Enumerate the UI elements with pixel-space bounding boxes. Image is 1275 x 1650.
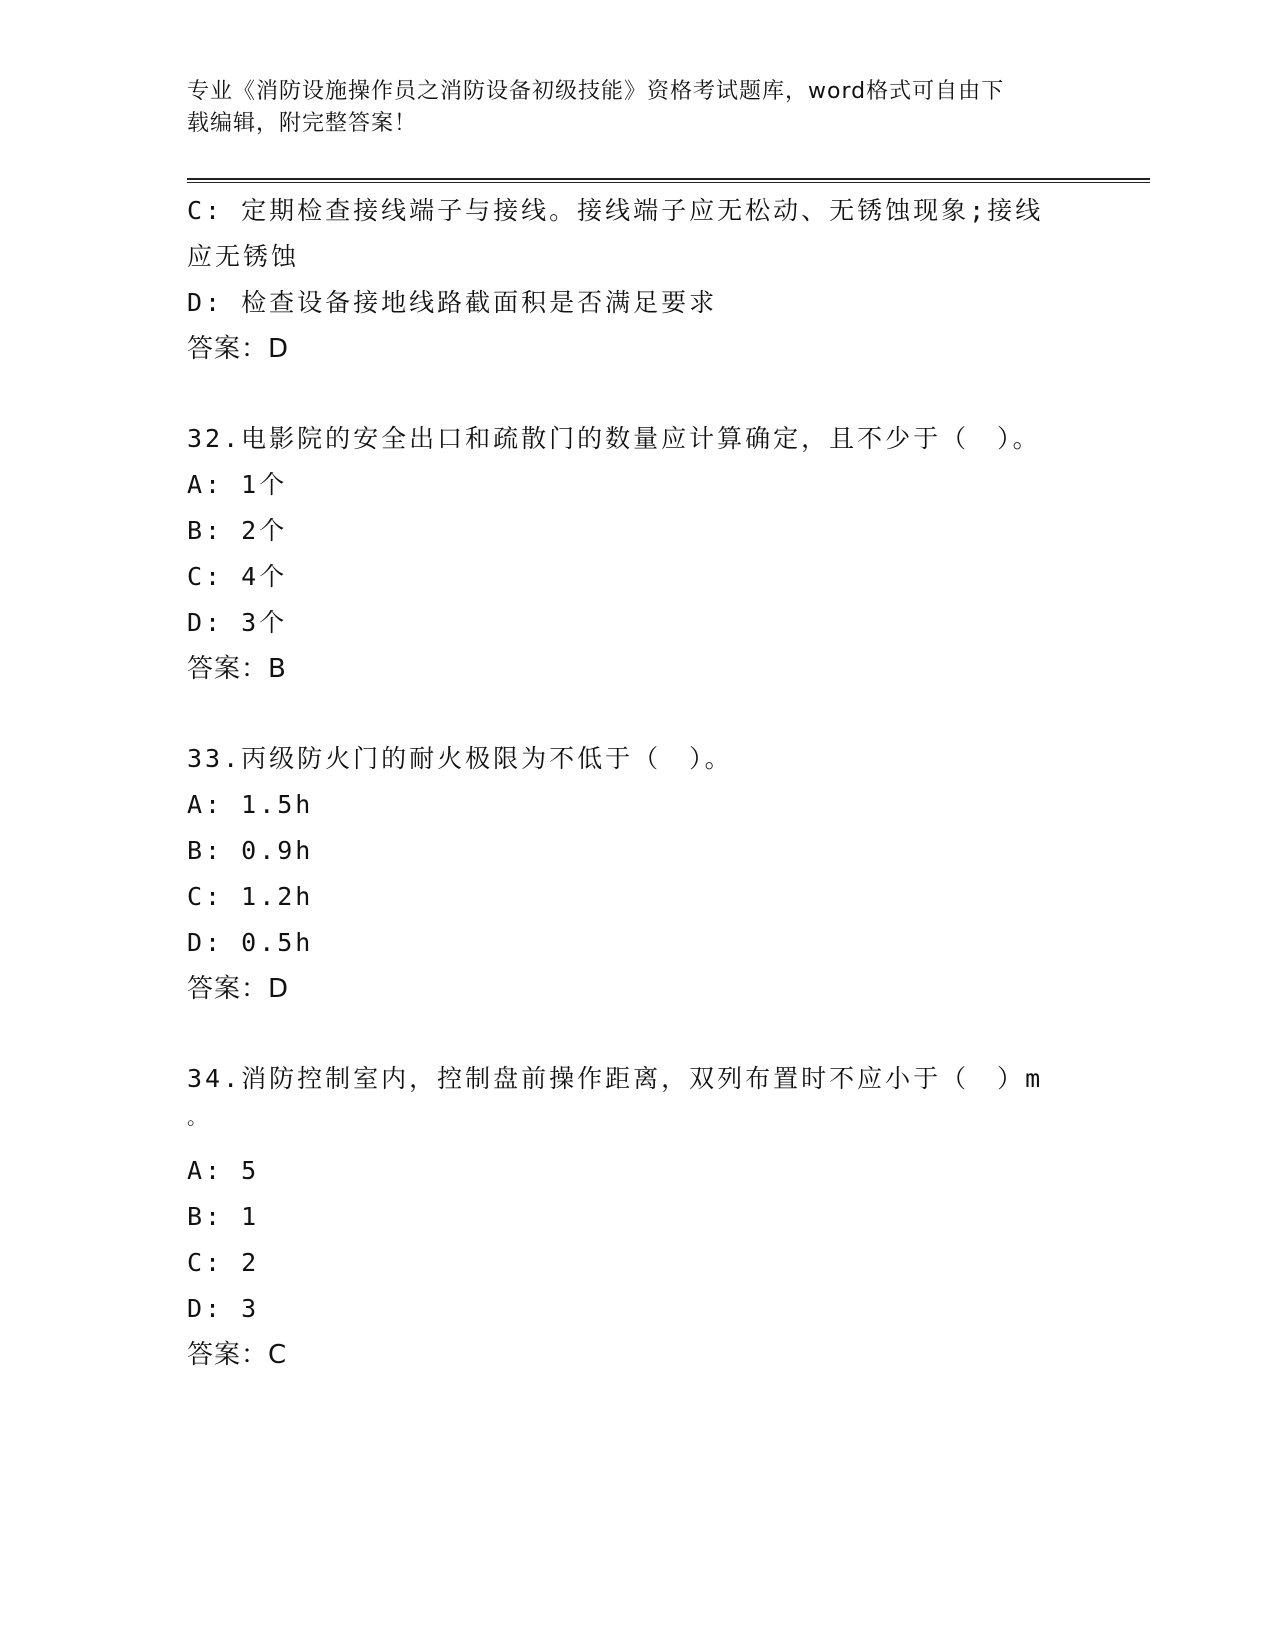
previous-question-tail (187, 188, 1067, 372)
option-d: D: 3个 (187, 608, 288, 637)
document-header (187, 76, 1087, 140)
header-line-2: 载编辑，附完整答案！ (187, 111, 418, 136)
answer: 答案：B (187, 654, 287, 684)
option-d: D: 检查设备接地线路截面积是否满足要求 (187, 288, 718, 317)
option-c: C: 4个 (187, 562, 288, 591)
question-text: 34.消防控制室内，控制盘前操作距离，双列布置时不应小于（ ）m (187, 1064, 1044, 1093)
option-c-line-1: C: 定期检查接线端子与接线。接线端子应无松动、无锈蚀现象;接线 (187, 196, 1044, 225)
option-a: A: 1个 (187, 470, 288, 499)
option-b: B: 2个 (187, 516, 288, 545)
option-c-line-2: 应无锈蚀 (187, 242, 300, 271)
spacer (187, 692, 1067, 736)
question-text-continuation: 。 (187, 1105, 207, 1129)
header-line-1: 专业《消防设施操作员之消防设备初级技能》资格考试题库，word格式可自由下 (187, 79, 1005, 104)
question-text: 33.丙级防火门的耐火极限为不低于（ ）。 (187, 744, 733, 773)
question-32 (187, 416, 1067, 692)
option-b: B: 1 (187, 1202, 260, 1231)
answer: 答案：D (187, 974, 290, 1004)
spacer (187, 1012, 1067, 1056)
option-c: C: 2 (187, 1248, 260, 1277)
option-b: B: 0.9h (187, 836, 314, 865)
question-text: 32.电影院的安全出口和疏散门的数量应计算确定，且不少于（ ）。 (187, 424, 1041, 453)
answer: 答案：C (187, 1340, 288, 1370)
option-c: C: 1.2h (187, 882, 314, 911)
option-a: A: 5 (187, 1156, 260, 1185)
spacer (187, 372, 1067, 416)
option-d: D: 0.5h (187, 928, 314, 957)
header-divider (187, 178, 1150, 183)
answer: 答案：D (187, 334, 290, 364)
option-d: D: 3 (187, 1294, 260, 1323)
question-34 (187, 1056, 1067, 1378)
question-content (187, 188, 1067, 1378)
option-a: A: 1.5h (187, 790, 314, 819)
question-33 (187, 736, 1067, 1012)
